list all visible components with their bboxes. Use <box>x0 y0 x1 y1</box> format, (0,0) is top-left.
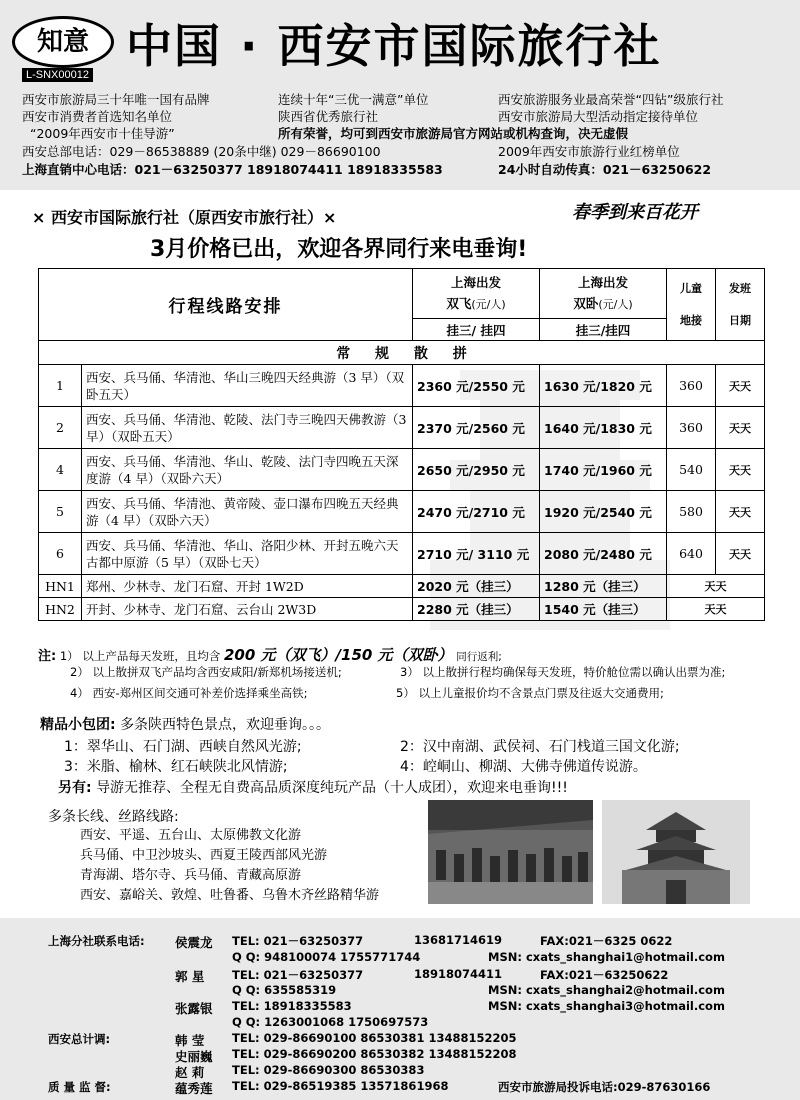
air-header-unit: (元/人) <box>471 298 506 311</box>
rail-header-sub: 双卧 <box>573 296 599 311</box>
row-child-price: 360 <box>667 365 716 407</box>
contact-msn: MSN: cxats_shanghai3@hotmail.com <box>488 999 725 1013</box>
rail-header-unit: (元/人) <box>598 298 633 311</box>
honor-6: 西安市旅游局大型活动指定接待单位 <box>498 109 699 124</box>
complaint-label: 西安市旅游局投诉电话: <box>498 1080 618 1094</box>
row-air-price: 2280 元（挂三） <box>413 598 540 621</box>
row-rail-price: 2080 元/2480 元 <box>540 533 667 575</box>
note-3: 3） 以上散拼行程均确保每天发班，特价舱位需以确认出票为准; <box>400 665 726 679</box>
boutique-heading <box>40 714 330 734</box>
contact-qq: Q Q: 635585319 <box>232 983 337 997</box>
table-row <box>39 491 765 533</box>
license-number: L-SNX00012 <box>22 68 93 82</box>
row-child-price: 640 <box>667 533 716 575</box>
logo-text: 知意 <box>36 27 89 57</box>
contact-msn: MSN: cxats_shanghai2@hotmail.com <box>488 983 725 997</box>
table-row <box>39 449 765 491</box>
contact-tel: TEL: 021－63250377 <box>232 968 364 982</box>
bell-tower-photo <box>602 800 750 904</box>
silk-heading: 多条长线、丝路线路: <box>48 809 179 825</box>
note-1-rebate: 200 元（双飞）/150 元（双卧） <box>224 646 453 664</box>
also-label: 另有: <box>58 780 92 796</box>
sh-phone-label: 上海直销中心电话： <box>22 162 135 177</box>
row-depart: 天天 <box>716 407 765 449</box>
agency-logo <box>12 16 114 68</box>
table-row <box>39 365 765 407</box>
row-number: HN2 <box>39 598 82 621</box>
honor-1: 西安市旅游局三十年唯一国有品牌 <box>22 92 210 107</box>
notes-label: 注: <box>38 649 57 664</box>
honor-4: 西安市消费者首选知名单位 <box>22 109 173 124</box>
air-days-header: 挂三/ 挂四 <box>413 319 540 341</box>
hq-phone: 029－86538889 (20条中继) 029－86690100 <box>109 144 381 159</box>
page-title: 中国 · 西安市国际旅行社 <box>126 19 662 73</box>
row-rail-price: 1280 元（挂三） <box>540 575 667 598</box>
silk-list <box>80 826 379 906</box>
honor-7: “2009年西安市十佳导游” <box>30 126 175 141</box>
honor-5: 陕西省优秀旅行社 <box>278 109 379 124</box>
row-number: 2 <box>39 407 82 449</box>
list-item: 青海湖、塔尔寺、兵马俑、青藏高原游 <box>80 868 302 883</box>
note-5: 5） 以上儿童报价均不含景点门票及往返大交通费用; <box>396 686 664 700</box>
row-depart: 天天 <box>667 575 765 598</box>
contact-qq: Q Q: 948100074 1755771744 <box>232 950 421 964</box>
note-1-a: 1） 以上产品每天发班，且均含 <box>59 649 221 663</box>
list-item: 西安、平遥、五台山、太原佛教文化游 <box>80 828 302 843</box>
air-header-sub: 双飞 <box>446 296 472 311</box>
table-row <box>39 575 765 598</box>
contact-name: 史丽巍 <box>175 1049 213 1064</box>
spring-slogan: 春季到来百花开 <box>572 202 698 223</box>
row-child-price: 360 <box>667 407 716 449</box>
row-air-price: 2360 元/2550 元 <box>413 365 540 407</box>
row-route: 西安、兵马俑、华清池、黄帝陵、壶口瀑布四晚五天经典游（4 早）（双卧六天） <box>82 491 413 533</box>
also-text: 导游无推荐、全程无自费高品质深度纯玩产品（十人成团），欢迎来电垂询!!! <box>96 780 568 796</box>
row-rail-price: 1640 元/1830 元 <box>540 407 667 449</box>
sh-phone-line <box>22 160 443 178</box>
boutique-label: 精品小包团: <box>40 717 116 733</box>
contact-tel: TEL: 029-86690100 86530381 13488152205 <box>232 1031 517 1045</box>
table-row <box>39 598 765 621</box>
sh-branch-label: 上海分社联系电话: <box>48 934 145 948</box>
row-rail-price: 1540 元（挂三） <box>540 598 667 621</box>
price-table <box>38 268 765 621</box>
row-air-price: 2470 元/2710 元 <box>413 491 540 533</box>
complaint-tel: 029-87630166 <box>617 1080 711 1094</box>
depart-header <box>716 269 765 341</box>
rail-days-header: 挂三/挂四 <box>540 319 667 341</box>
row-depart: 天天 <box>667 598 765 621</box>
row-number: 6 <box>39 533 82 575</box>
honor-8: 所有荣誉，均可到西安市旅游局官方网站或机构查询，决无虚假 <box>278 126 629 141</box>
row-rail-price: 1740 元/1960 元 <box>540 449 667 491</box>
row-child-price: 540 <box>667 449 716 491</box>
sh-phones: 021－63250377 18918074411 18918335583 <box>134 162 443 177</box>
child-header-sub: 地接 <box>680 313 702 327</box>
depart-header-sub: 日期 <box>729 313 751 327</box>
row-route: 西安、兵马俑、华清池、华山、洛阳少林、开封五晚六天古都中原游（5 早）（双卧七天） <box>82 533 413 575</box>
row-route: 西安、兵马俑、华清池、华山三晚四天经典游（3 早）（双卧五天） <box>82 365 413 407</box>
air-header <box>413 269 540 319</box>
row-rail-price: 1630 元/1820 元 <box>540 365 667 407</box>
boutique-also <box>58 777 568 797</box>
child-header-title: 儿童 <box>680 281 702 295</box>
contact-name: 郭 星 <box>175 969 205 984</box>
contact-msn: MSN: cxats_shanghai1@hotmail.com <box>488 950 725 964</box>
boutique-intro: 多条陕西特色景点，欢迎垂询。。。 <box>120 717 331 733</box>
section-header: 常 规 散 拼 <box>39 341 765 365</box>
row-child-price: 580 <box>667 491 716 533</box>
complaint-line <box>498 1079 710 1095</box>
honor-9: 2009年西安市旅游行业红榜单位 <box>498 144 680 159</box>
fax-label: 24小时自动传真： <box>498 162 603 177</box>
contact-tel: TEL: 18918335583 <box>232 999 352 1013</box>
row-depart: 天天 <box>716 533 765 575</box>
contact-tel: TEL: 021－63250377 <box>232 934 364 948</box>
contact-name: 赵 莉 <box>175 1065 205 1080</box>
contact-mobile: 18918074411 <box>414 967 503 981</box>
boutique-item-4: 4：崆峒山、柳湖、大佛寺佛道传说游。 <box>400 759 647 775</box>
note-2: 2） 以上散拼双飞产品均含西安咸阳/新郑机场接送机; <box>70 665 342 679</box>
table-row <box>39 533 765 575</box>
row-depart: 天天 <box>716 365 765 407</box>
child-header <box>667 269 716 341</box>
header-band <box>0 0 800 190</box>
row-air-price: 2020 元（挂三） <box>413 575 540 598</box>
contact-name: 张露银 <box>175 1001 213 1016</box>
route-header: 行程线路安排 <box>39 269 413 341</box>
xian-dispatch-label: 西安总计调: <box>48 1032 111 1046</box>
contact-fax: FAX:021－63250622 <box>540 968 669 982</box>
contact-fax: FAX:021－6325 0622 <box>540 934 673 948</box>
row-air-price: 2710 元/ 3110 元 <box>413 533 540 575</box>
row-number: 4 <box>39 449 82 491</box>
row-rail-price: 1920 元/2540 元 <box>540 491 667 533</box>
note-1-c: 同行返利; <box>456 651 502 663</box>
note-1 <box>38 644 502 665</box>
boutique-item-2: 2：汉中南湖、武侯祠、石门栈道三国文化游; <box>400 739 680 755</box>
row-route: 西安、兵马俑、华清池、乾陵、法门寺三晚四天佛教游（3 早）（双卧五天） <box>82 407 413 449</box>
row-air-price: 2650 元/2950 元 <box>413 449 540 491</box>
row-depart: 天天 <box>716 491 765 533</box>
list-item: 兵马俑、中卫沙坡头、西夏王陵西部风光游 <box>80 848 328 863</box>
row-number: 5 <box>39 491 82 533</box>
contact-name: 侯震龙 <box>175 935 213 950</box>
row-number: HN1 <box>39 575 82 598</box>
contact-name: 蕴秀莲 <box>175 1081 213 1096</box>
contact-qq: Q Q: 1263001068 1750697573 <box>232 1015 429 1029</box>
fax-line <box>498 160 711 178</box>
row-route: 西安、兵马俑、华清池、华山、乾陵、法门寺四晚五天深度游（4 早）（双卧六天） <box>82 449 413 491</box>
contact-tel: TEL: 029-86690200 86530382 13488152208 <box>232 1047 517 1061</box>
row-air-price: 2370 元/2560 元 <box>413 407 540 449</box>
list-item: 西安、嘉峪关、敦煌、吐鲁番、乌鲁木齐丝路精华游 <box>80 888 380 903</box>
headline: 3月价格已出，欢迎各界同行来电垂询! <box>150 237 528 262</box>
air-header-title: 上海出发 <box>450 275 501 290</box>
terracotta-warriors-photo <box>428 800 593 904</box>
depart-header-title: 发班 <box>729 281 751 295</box>
hq-phone-label: 西安总部电话： <box>22 144 110 159</box>
quality-label: 质 量 监 督: <box>48 1080 111 1094</box>
row-depart: 天天 <box>716 449 765 491</box>
footer-contacts <box>0 918 800 1100</box>
row-route: 郑州、少林寺、龙门石窟、开封 1W2D <box>82 575 413 598</box>
table-row <box>39 407 765 449</box>
honor-2: 连续十年“三优一满意”单位 <box>278 92 429 107</box>
row-route: 开封、少林寺、龙门石窟、云台山 2W3D <box>82 598 413 621</box>
note-4: 4） 西安-郑州区间交通可补差价选择乘坐高铁; <box>70 686 308 700</box>
contact-tel: TEL: 029-86690300 86530383 <box>232 1063 425 1077</box>
boutique-item-1: 1：翠华山、石门湖、西峡自然风光游; <box>64 739 302 755</box>
contact-tel: TEL: 029-86519385 13571861968 <box>232 1079 449 1093</box>
boutique-item-3: 3：米脂、榆林、红石峡陕北风情游; <box>64 759 288 775</box>
honor-3: 西安旅游服务业最高荣誉“四钻”级旅行社 <box>498 92 724 107</box>
rail-header-title: 上海出发 <box>577 275 628 290</box>
contact-mobile: 13681714619 <box>414 933 503 947</box>
contact-name: 韩 莹 <box>175 1033 205 1048</box>
hq-phone-line <box>22 142 381 160</box>
fax-number: 021－63250622 <box>602 162 712 177</box>
agency-banner: × 西安市国际旅行社（原西安市旅行社）× <box>32 208 337 227</box>
row-number: 1 <box>39 365 82 407</box>
rail-header <box>540 269 667 319</box>
